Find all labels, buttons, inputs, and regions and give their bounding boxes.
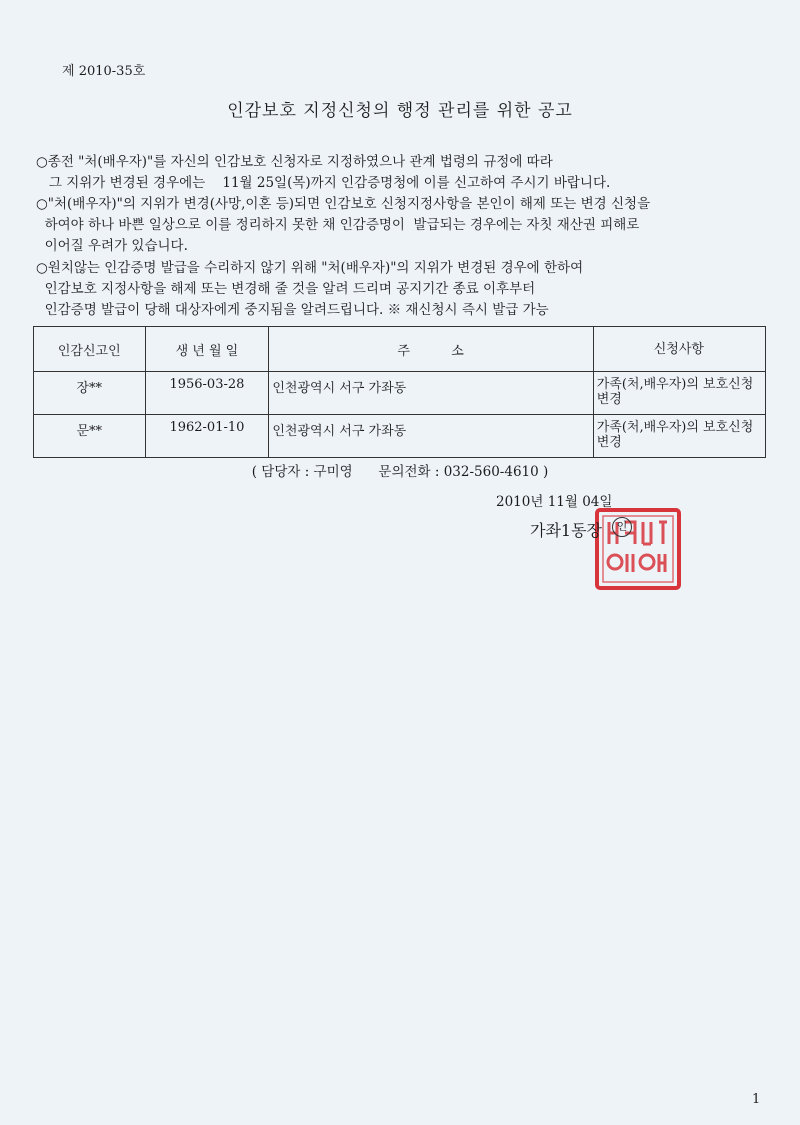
- cell-address: 인천광역시 서구 가좌동: [269, 415, 593, 458]
- cell-address: 인천광역시 서구 가좌동: [269, 372, 593, 415]
- paragraph-line: 인감보호 지정사항을 해제 또는 변경해 줄 것을 알려 드리며 공지기간 종료 이후부터: [36, 281, 536, 297]
- cell-birthdate: 1962-01-10: [145, 415, 269, 458]
- header-applicant: 인감신고인: [34, 327, 146, 372]
- cell-request: 가족(처,배우자)의 보호신청 변경: [593, 372, 765, 415]
- paragraph-line: ○"처(배우자)"의 지위가 변경(사망,이혼 등)되면 인감보호 신청지정사항을 본인이 해제 또는 변경 신청을: [36, 196, 651, 212]
- seal-mark: 인: [612, 517, 632, 537]
- paragraph-line: ○종전 "처(배우자)"를 자신의 인감보호 신청자로 지정하였으나 관계 법령의 규정에 따라: [36, 154, 553, 170]
- cell-request: 가족(처,배우자)의 보호신청 변경: [593, 415, 765, 458]
- applicant-table: [33, 326, 766, 458]
- signer-name: 가좌1동장: [530, 521, 603, 540]
- paragraph-line: 하여야 하나 바쁜 일상으로 이를 정리하지 못한 채 인감증명이 발급되는 경우에는 자칫 재산권 피해로: [36, 217, 640, 233]
- notice-paragraph-1: [36, 152, 756, 194]
- document-title: 인감보호 지정신청의 행정 관리를 위한 공고: [227, 101, 573, 121]
- table-header-row: [34, 327, 766, 372]
- paragraph-line: ○원치않는 인감증명 발급을 수리하지 않기 위해 "처(배우자)"의 지위가 변경된 경우에 한하여: [36, 260, 584, 276]
- header-address: 주 소: [269, 327, 593, 372]
- cell-birthdate: 1956-03-28: [145, 372, 269, 415]
- cell-applicant: 장**: [34, 372, 146, 415]
- official-seal-stamp: [593, 506, 683, 592]
- contact-info: ( 담당자 : 구미영 문의전화 : 032-560-4610 ): [251, 464, 549, 480]
- table-row: [34, 415, 766, 458]
- header-request: 신청사항: [593, 327, 765, 372]
- issue-date: 2010년 11월 04일: [496, 494, 613, 510]
- paragraph-line: 인감증명 발급이 당해 대상자에게 중지됨을 알려드립니다. ※ 재신청시 즉시 발급 가능: [36, 302, 549, 318]
- cell-applicant: 문**: [34, 415, 146, 458]
- paragraph-line: 그 지위가 변경된 경우에는 11월 25일(목)까지 인감증명청에 이를 신고하여 주시기 바랍니다.: [36, 175, 611, 191]
- table-row: [34, 372, 766, 415]
- paragraph-line: 이어질 우려가 있습니다.: [36, 238, 188, 254]
- page-number: 1: [752, 1092, 761, 1107]
- header-birthdate: 생 년 월 일: [145, 327, 269, 372]
- notice-paragraph-3: [36, 258, 756, 321]
- document-number: 제 2010-35호: [62, 64, 146, 79]
- notice-paragraph-2: [36, 194, 756, 257]
